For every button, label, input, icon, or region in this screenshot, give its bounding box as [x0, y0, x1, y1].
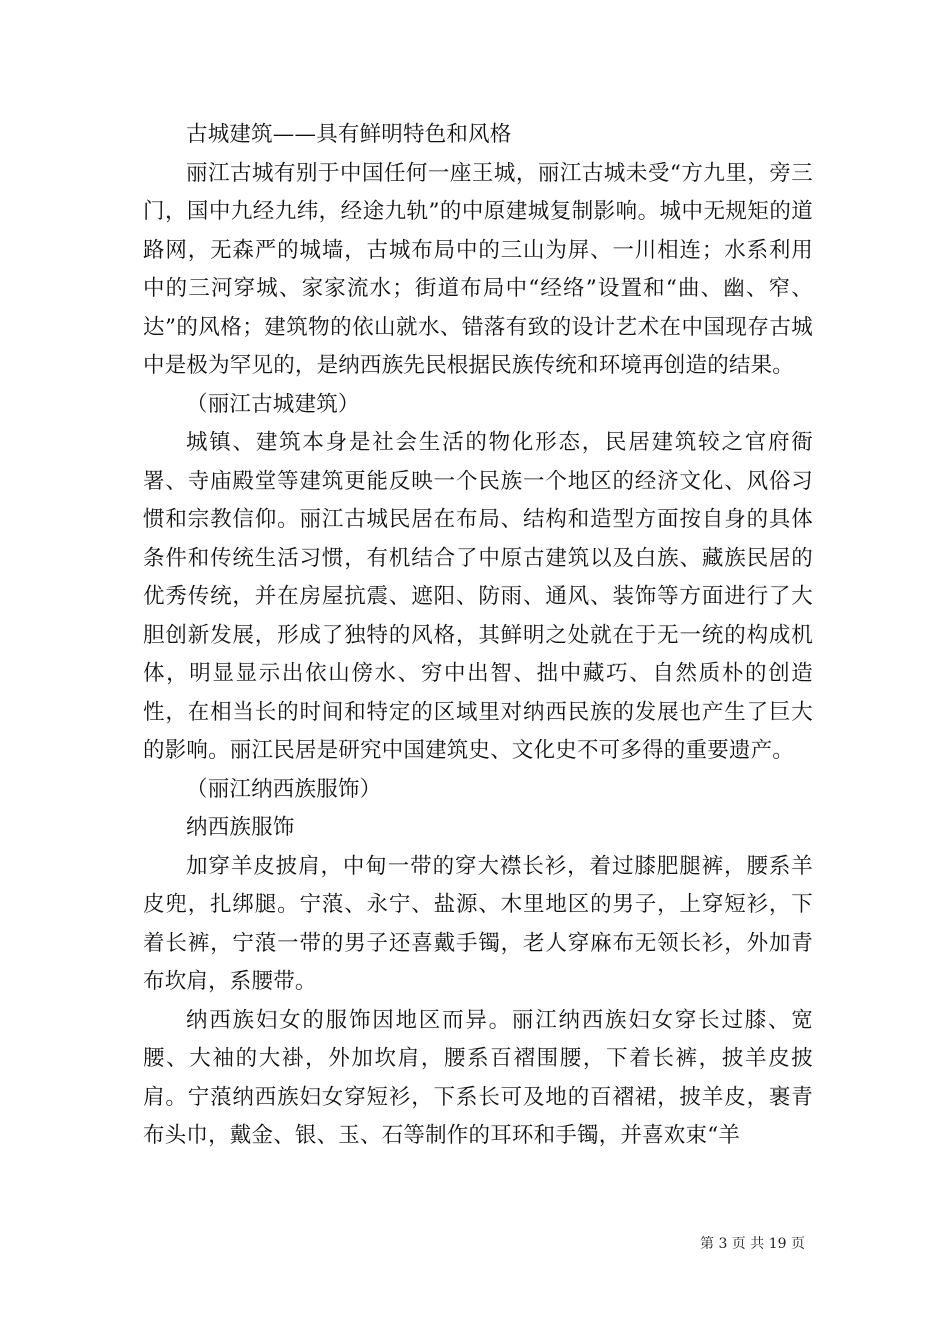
- page-number-footer: 第 3 页 共 19 页: [700, 1236, 805, 1252]
- section-heading-costume: 纳西族服饰: [186, 815, 295, 840]
- section-heading-architecture: 古城建筑——具有鲜明特色和风格: [186, 122, 512, 147]
- paragraph-men-costume: 加穿羊皮披肩，中甸一带的穿大襟长衫，着过膝肥腿裤，腰系羊皮兜，扎绑腿。宁蒗、永宁、盐源、木里地区的男子，上穿短衫，下着长裤，宁蒗一带的男子还喜戴手镯，老人穿麻布无领长衫，外加青布坎肩，系腰带。: [143, 853, 813, 994]
- paragraph-city-layout: 丽江古城有别于中国任何一座王城，丽江古城未受“方九里，旁三门，国中九经九纬，经途九轨”的中原建城复制影响。城中无规矩的道路网，无森严的城墙，古城布局中的三山为屏、一川相连；水系利用中的三河穿城、家家流水；街道布局中“经络”设置和“曲、幽、窄、达”的风格；建筑物的依山就水、错落有致的设计艺术在中国现存古城中是极为罕见的，是纳西族先民根据民族传统和环境再创造的结果。: [143, 160, 813, 378]
- caption-costume: （丽江纳西族服饰）: [186, 776, 382, 802]
- paragraph-women-costume: 纳西族妇女的服饰因地区而异。丽江纳西族妇女穿长过膝、宽腰、大袖的大褂，外加坎肩，腰系百褶围腰，下着长裤，披羊皮披肩。宁蒗纳西族妇女穿短衫，下系长可及地的百褶裙，披羊皮，裹青布头巾，戴金、银、玉、石等制作的耳环和手镯，并喜欢束“羊: [143, 1007, 813, 1148]
- document-body: [143, 116, 813, 1156]
- caption-architecture: （丽江古城建筑）: [186, 391, 360, 417]
- paragraph-residences: 城镇、建筑本身是社会生活的物化形态，民居建筑较之官府衙署、寺庙殿堂等建筑更能反映一个民族一个地区的经济文化、风俗习惯和宗教信仰。丽江古城民居在布局、结构和造型方面按自身的具体条件和传统生活习惯，有机结合了中原古建筑以及白族、藏族民居的优秀传统，并在房屋抗震、遮阳、防雨、通风、装饰等方面进行了大胆创新发展，形成了独特的风格，其鲜明之处就在于无一统的构成机体，明显显示出依山傍水、穷中出智、拙中藏巧、自然质朴的创造性，在相当长的时间和特定的区域里对纳西民族的发展也产生了巨大的影响。丽江民居是研究中国建筑史、文化史不可多得的重要遗产。: [143, 430, 813, 763]
